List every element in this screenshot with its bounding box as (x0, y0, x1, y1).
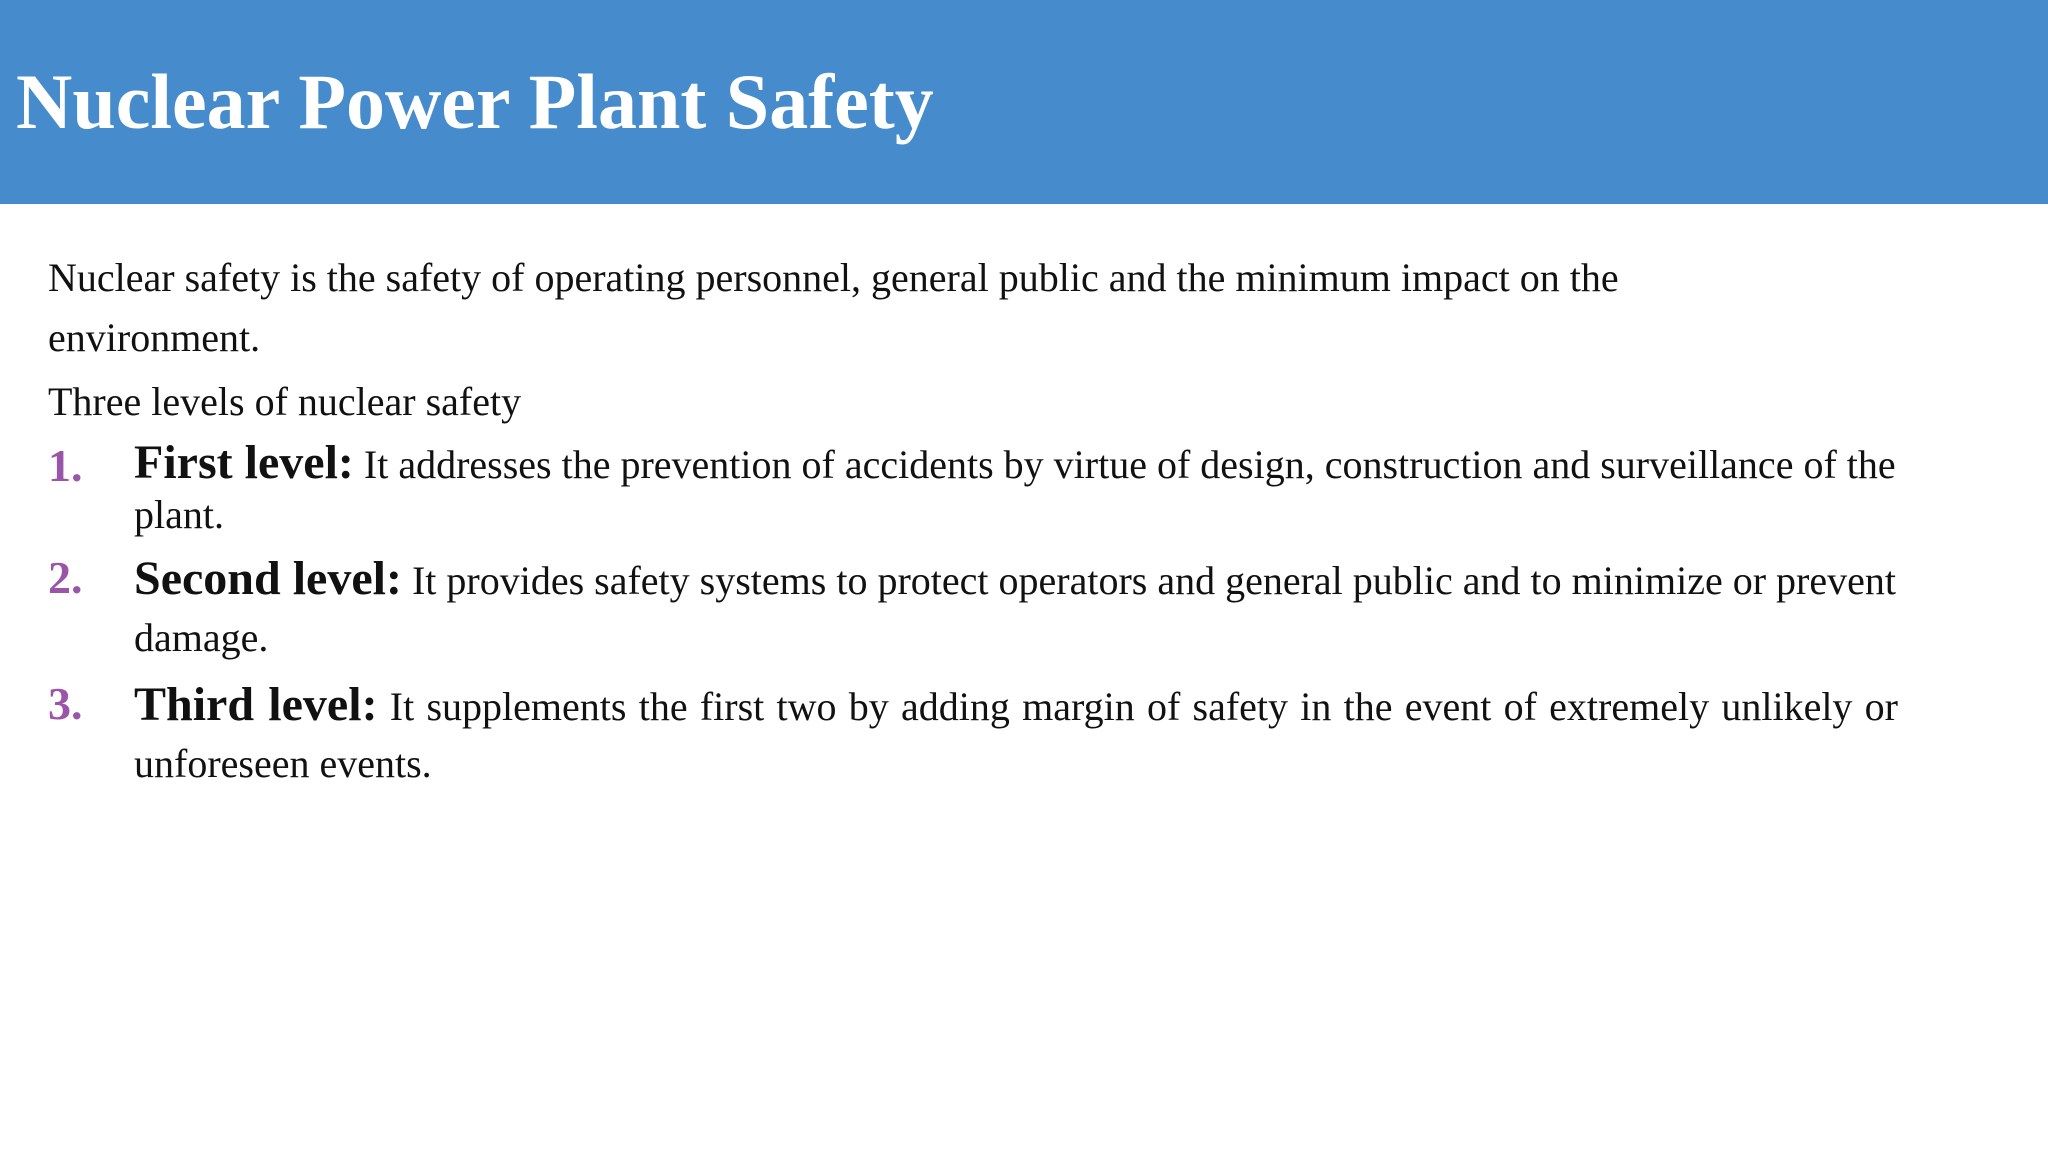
slide-title: Nuclear Power Plant Safety (16, 58, 934, 145)
list-number: 2. (48, 552, 83, 603)
level-description: It supplements the first two by adding margin of safety in the event of extremely unlikely or unforeseen events. (134, 684, 1898, 786)
level-name: Second level: (134, 552, 402, 605)
level-name: First level: (134, 436, 354, 489)
intro-paragraph: Nuclear safety is the safety of operating personnel, general public and the minimum impact on the environment. (48, 255, 1619, 360)
title-bar (0, 0, 2048, 204)
level-name: Third level: (134, 678, 378, 731)
list-number: 1. (48, 440, 83, 491)
list-item-text (134, 550, 1898, 666)
list-item-text (134, 438, 1898, 540)
list-number: 3. (48, 678, 83, 729)
level-description: It addresses the prevention of accidents by virtue of design, construction and surveillance of the plant. (134, 442, 1896, 537)
list-item-text (134, 676, 1898, 792)
levels-heading: Three levels of nuclear safety (48, 379, 522, 424)
level-description: It provides safety systems to protect operators and general public and to minimize or prevent damage. (134, 558, 1896, 660)
